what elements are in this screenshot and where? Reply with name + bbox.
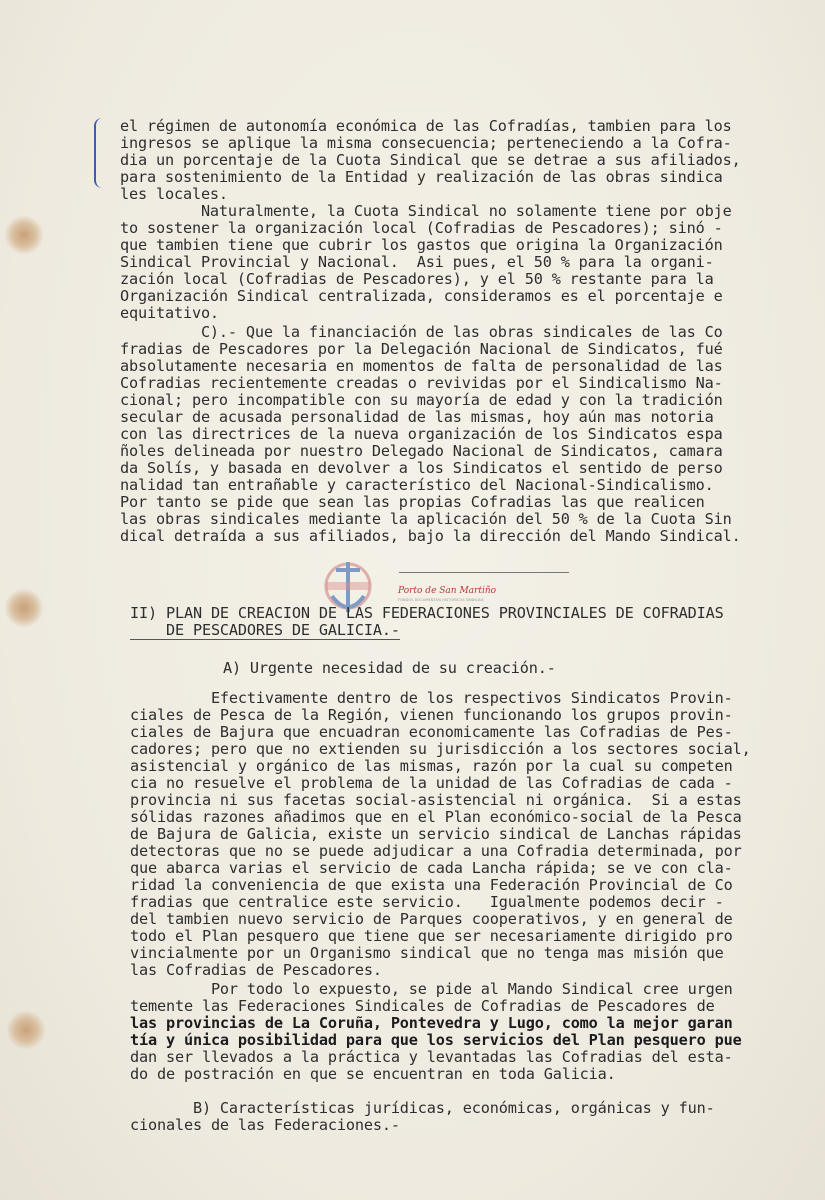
text-line: provincia ni sus facetas social-asistencial ni orgánica. Si a estas bbox=[130, 791, 742, 809]
text-line: C).- Que la financiación de las obras sindicales de las Co bbox=[120, 323, 723, 341]
section-heading: DE PESCADORES DE GALICIA.- bbox=[130, 621, 400, 639]
text-line: cional; pero incompatible con su mayoría de edad y con la tradición bbox=[120, 391, 723, 409]
text-line: dan ser llevados a la práctica y levantadas las Cofradias del esta- bbox=[130, 1048, 733, 1066]
text-line: da Solís, y basada en devolver a los Sindicatos el sentido de perso bbox=[120, 459, 723, 477]
text-line: Sindical Provincial y Nacional. Asi pues, el 50 % para la organi- bbox=[120, 253, 714, 271]
text-line: ñoles delineada por nuestro Delegado Nacional de Sindicatos, camara bbox=[120, 442, 723, 460]
text-line: Por todo lo expuesto, se pide al Mando Sindical cree urgen bbox=[130, 980, 733, 998]
stamp-title: Porto de San Martiño bbox=[398, 586, 497, 596]
text-line: ingresos se aplique la misma consecuencia; perteneciendo a la Cofra- bbox=[120, 134, 732, 152]
text-line: dia un porcentaje de la Cuota Sindical que se detrae a sus afiliados, bbox=[120, 151, 741, 169]
punch-hole bbox=[6, 1010, 46, 1050]
punch-hole bbox=[4, 588, 44, 628]
text-line: fradias que centralice este servicio. Igualmente podemos decir - bbox=[130, 893, 724, 911]
text-line: las provincias de La Coruña, Pontevedra y Lugo, como la mejor garan bbox=[130, 1014, 733, 1032]
text-line: Por tanto se pide que sean las propias Cofradias las que realicen bbox=[120, 493, 705, 511]
section-heading: II) PLAN DE CREACION DE LAS FEDERACIONES PROVINCIALES DE COFRADIAS bbox=[130, 604, 724, 622]
text-line: con las directrices de la nueva organización de los Sindicatos espa bbox=[120, 425, 723, 443]
text-line: cia no resuelve el problema de la unidad de las Cofradias de cada - bbox=[130, 774, 733, 792]
text-line: ciales de Pesca de la Región, vienen funcionando los grupos provin- bbox=[130, 706, 733, 724]
text-line: asistencial y orgánico de las mismas, razón por la cual su competen bbox=[130, 757, 733, 775]
text-line: ridad la conveniencia de que exista una Federación Provincial de Co bbox=[130, 876, 733, 894]
text-line: Organización Sindical centralizada, consideramos es el porcentaje e bbox=[120, 287, 723, 305]
punch-hole bbox=[4, 215, 44, 255]
text-line: cionales de las Federaciones.- bbox=[130, 1116, 400, 1134]
text-line: dical detraída a sus afiliados, bajo la dirección del Mando Sindical. bbox=[120, 527, 741, 545]
text-line: Cofradias recientemente creadas o revividas por el Sindicalismo Na- bbox=[120, 374, 723, 392]
text-line: equitativo. bbox=[120, 304, 219, 322]
text-line: cadores; pero que no extienden su jurisdicción a los sectores social, bbox=[130, 740, 751, 758]
text-line: les locales. bbox=[120, 185, 228, 203]
text-line: todo el Plan pesquero que tiene que ser necesariamente dirigido pro bbox=[130, 927, 733, 945]
text-line: to sostener la organización local (Cofradias de Pescadores); sinó - bbox=[120, 219, 723, 237]
text-line: para sostenimiento de la Entidad y realización de las obras sindica bbox=[120, 168, 723, 186]
text-line: de Bajura de Galicia, existe un servicio sindical de Lanchas rápidas bbox=[130, 825, 742, 843]
text-line: secular de acusada personalidad de las mismas, hoy aún mas notoria bbox=[120, 408, 714, 426]
text-line: el régimen de autonomía económica de las Cofradías, tambien para los bbox=[120, 117, 732, 135]
text-line: detectoras que no se puede adjudicar a una Cofradia determinada, por bbox=[130, 842, 742, 860]
text-line: tía y única posibilidad para que los servicios del Plan pesquero pue bbox=[130, 1031, 742, 1049]
text-line: temente las Federaciones Sindicales de Cofradias de Pescadores de bbox=[130, 997, 715, 1015]
subsection-heading: B) Características jurídicas, económicas, orgánicas y fun- bbox=[130, 1099, 715, 1117]
text-line: las Cofradias de Pescadores. bbox=[130, 961, 382, 979]
text-line: las obras sindicales mediante la aplicación del 50 % de la Cuota Sin bbox=[120, 510, 732, 528]
stamp-subtitle: FONDOS DOCUMENTAIS HISTÓRICOS SINDICAIS bbox=[398, 598, 484, 602]
subsection-heading: A) Urgente necesidad de su creación.- bbox=[160, 659, 556, 677]
text-line: que abarca varias el servicio de cada Lancha rápida; se ve con cla- bbox=[130, 859, 733, 877]
text-line: vincialmente por un Organismo sindical que no tenga mas misión que bbox=[130, 944, 724, 962]
text-line: ciales de Bajura que encuadran economicamente las Cofradias de Pes- bbox=[130, 723, 733, 741]
text-line: Efectivamente dentro de los respectivos Sindicatos Provin- bbox=[130, 689, 733, 707]
text-line: sólidas razones añadimos que en el Plan económico-social de la Pesca bbox=[130, 808, 742, 826]
text-line: Naturalmente, la Cuota Sindical no solamente tiene por obje bbox=[120, 202, 732, 220]
stamp-rule bbox=[399, 572, 569, 573]
text-line: del tambien nuevo servicio de Parques cooperativos, y en general de bbox=[130, 910, 733, 928]
text-line: que tambien tiene que cubrir los gastos que origina la Organización bbox=[120, 236, 723, 254]
text-line: absolutamente necesaria en momentos de falta de personalidad de las bbox=[120, 357, 723, 375]
text-line: do de postración en que se encuentran en toda Galicia. bbox=[130, 1065, 616, 1083]
text-line: fradias de Pescadores por la Delegación Nacional de Sindicatos, fué bbox=[120, 340, 723, 358]
text-line: zación local (Cofradias de Pescadores), y el 50 % restante para la bbox=[120, 270, 714, 288]
text-line: nalidad tan entrañable y característico del Nacional-Sindicalismo. bbox=[120, 476, 714, 494]
margin-bracket-mark bbox=[94, 118, 104, 188]
